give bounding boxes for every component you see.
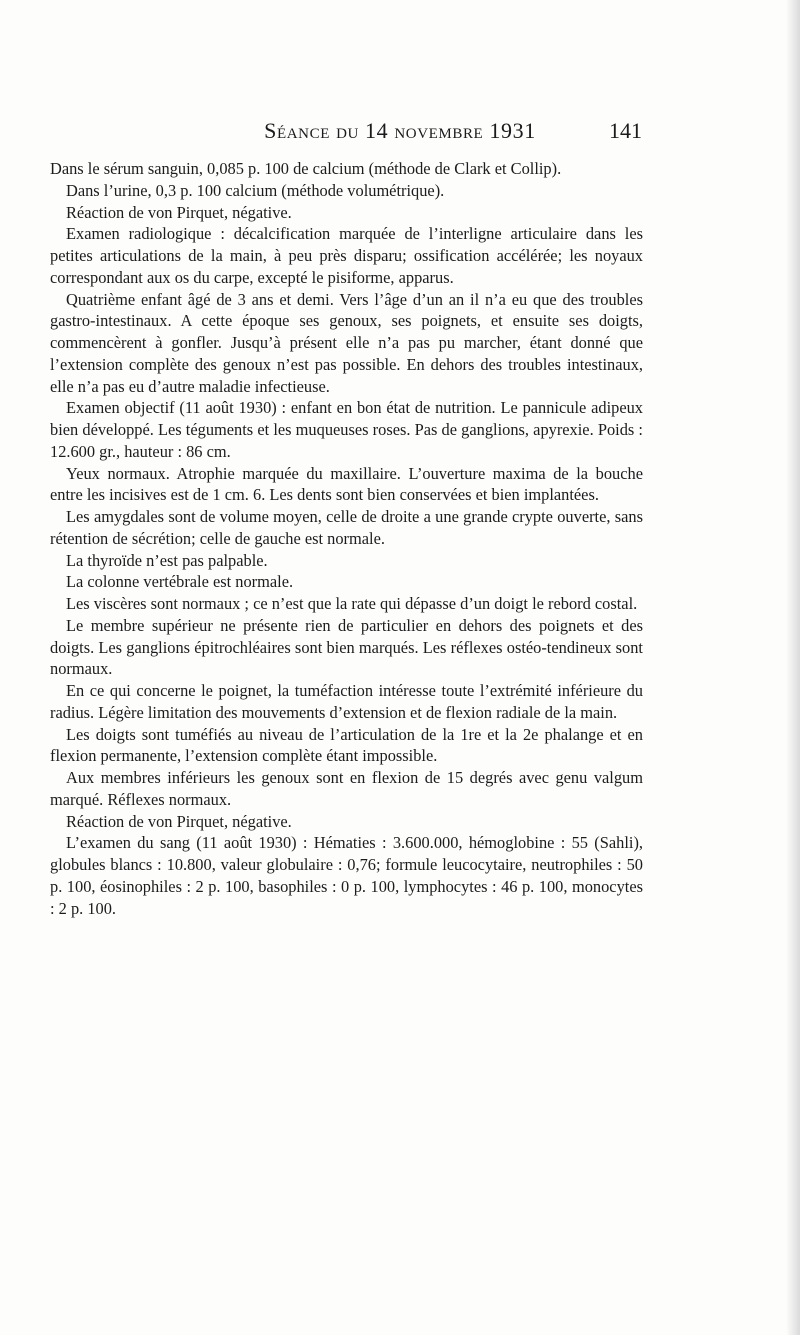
paragraph: Le membre supérieur ne présente rien de particulier en dehors des poignets et des doigts. Les ganglions épitrochléaires sont bien marqués. Les réflexes ostéo-tendineux sont normaux. bbox=[50, 615, 643, 679]
paragraph: Les amygdales sont de volume moyen, celle de droite a une grande crypte ouverte, sans rétention de sécrétion; celle de gauche est normale. bbox=[50, 507, 643, 548]
paragraph: La thyroïde n’est pas palpable. bbox=[66, 550, 268, 570]
paragraph: Examen objectif (11 août 1930) : enfant en bon état de nutrition. Le pannicule adipeux bien développé. Les téguments et les muqueuses roses. Pas de ganglions, apyrexie. Poids : 12.600 gr., hauteur : 86 cm. bbox=[50, 398, 643, 461]
paragraph: Dans l’urine, 0,3 p. 100 calcium (méthode volumétrique). bbox=[66, 180, 445, 200]
paragraph: La colonne vertébrale est normale. bbox=[66, 572, 294, 592]
paragraph: Les doigts sont tuméfiés au niveau de l’articulation de la 1re et la 2e phalange et en flexion permanente, l’extension complète étant impossible. bbox=[50, 724, 643, 766]
running-title: Séance du 14 novembre 1931 bbox=[264, 118, 536, 143]
page-binding-shadow bbox=[786, 0, 800, 1335]
paragraph: Réaction de von Pirquet, négative. bbox=[66, 202, 292, 222]
body-text bbox=[50, 158, 643, 919]
paragraph: Aux membres inférieurs les genoux sont en flexion de 15 degrés avec genu valgum marqué. Réflexes normaux. bbox=[50, 768, 643, 809]
page-header bbox=[0, 118, 800, 152]
paragraph: Yeux normaux. Atrophie marquée du maxillaire. L’ouverture maxima de la bouche entre les incisives est de 1 cm. 6. Les dents sont bien conservées et bien implantées. bbox=[50, 463, 643, 505]
paragraph: Réaction de von Pirquet, négative. bbox=[66, 811, 292, 831]
page-number: 141 bbox=[609, 118, 642, 143]
paragraph: L’examen du sang (11 août 1930) : Hématies : 3.600.000, hémoglobine : 55 (Sahli), globules blancs : 10.800, valeur globulaire : 0,76; formule leucocytaire, neutrophiles : 50 p. 100, éosinophiles : 2 p. 100, basophiles : 0 p. 100, lymphocytes : 46 p. 100, monocytes : 2 p. 100. bbox=[50, 833, 643, 918]
paragraph: Quatrième enfant âgé de 3 ans et demi. Vers l’âge d’un an il n’a eu que des troubles gastro-intestinaux. A cette époque ses genoux, ses poignets, et ensuite ses doigts, commencèrent à gonfler. Jusqu’à présent elle n’a pas pu marcher, étant donné que l’extension complète des genoux n’est pas possible. En dehors des troubles intestinaux, elle n’a pas eu d’autre maladie infectieuse. bbox=[50, 289, 643, 396]
paragraph: Les viscères sont normaux ; ce n’est que la rate qui dépasse d’un doigt le rebord costal. bbox=[66, 594, 638, 613]
paragraph: Examen radiologique : décalcification marquée de l’interligne articulaire dans les petites articulations de la main, à peu près disparu; ossification accélérée; les noyaux correspondant aux os du carpe, excepté le pisiforme, apparus. bbox=[50, 224, 643, 287]
paragraph: Dans le sérum sanguin, 0,085 p. 100 de calcium (méthode de Clark et Collip). bbox=[50, 159, 562, 178]
paragraph: En ce qui concerne le poignet, la tuméfaction intéresse toute l’extrémité inférieure du radius. Légère limitation des mouvements d’extension et de flexion radiale de la main. bbox=[50, 681, 643, 722]
